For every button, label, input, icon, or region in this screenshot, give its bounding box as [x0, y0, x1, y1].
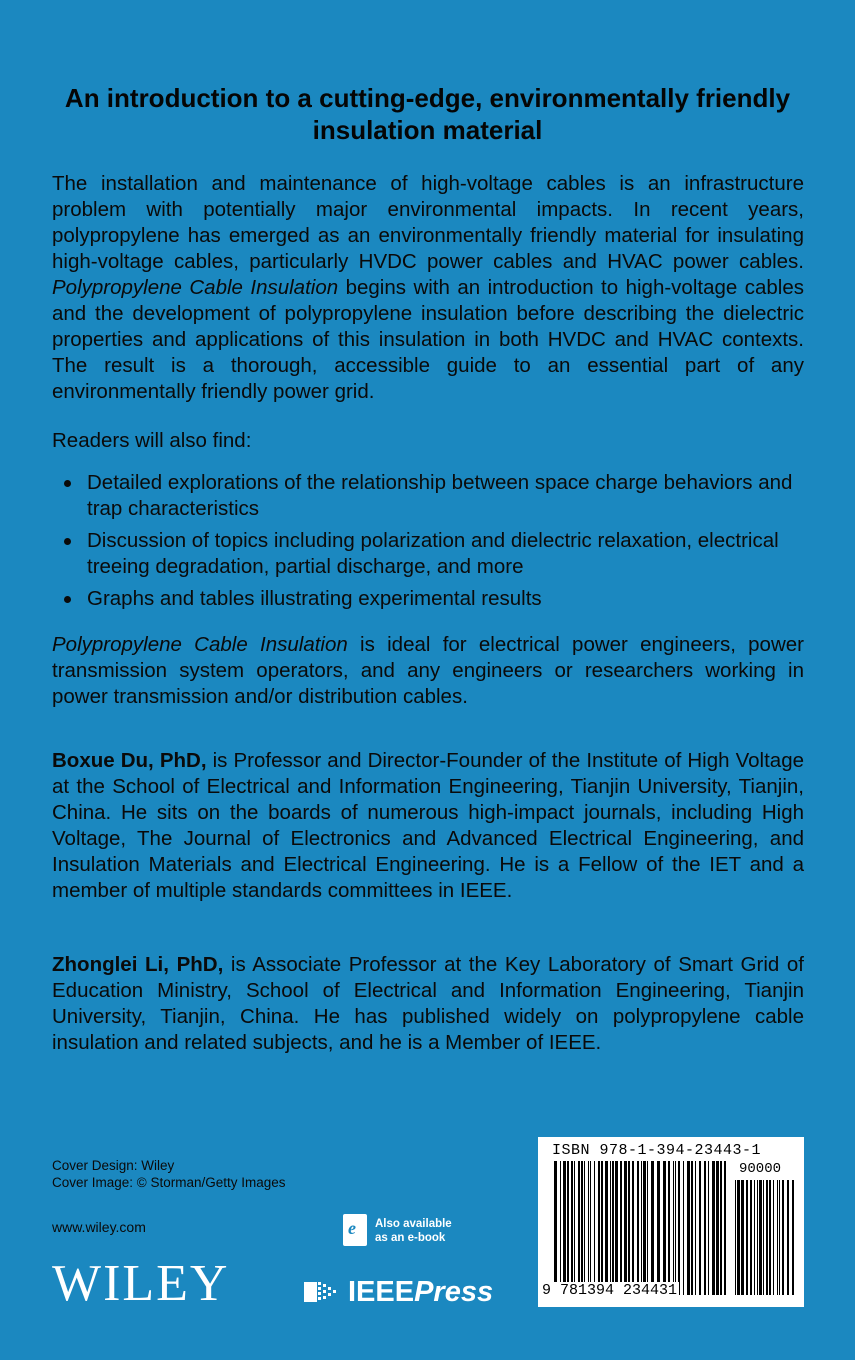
barcode-bar — [657, 1161, 660, 1295]
list-item — [52, 528, 804, 580]
author-bio-1 — [52, 748, 804, 904]
intro-text-part1: The installation and maintenance of high-voltage cables is an infrastructure problem with potentially major environmental impacts. In recent years, polypropylene has emerged as an environmentally friendly material for insulating high-voltage cables, particularly HVDC power cables and HVAC power cables. — [52, 172, 804, 273]
ebook-line-2: as an e-book — [375, 1232, 446, 1244]
readers-lead: Readers will also find: — [52, 429, 252, 452]
barcode-bar — [750, 1180, 752, 1295]
barcode-bar — [769, 1180, 771, 1295]
barcode-bar — [581, 1161, 583, 1295]
barcode-bar — [712, 1161, 715, 1295]
barcode-bar — [720, 1161, 722, 1295]
barcode-bar — [578, 1161, 580, 1295]
barcode-bar — [757, 1180, 758, 1295]
barcode-bar — [759, 1180, 762, 1295]
author-bio-text-1: is Professor and Director-Founder of the Institute of High Voltage at the School of Electrical and Information Engineering, Tianjin University, Tianjin, China. He sits on the boards of numerous high-impact journals, including High Voltage, The Journal of Electronics and Advanced Electrical Engineering, and Insulation Materials and Electrical Engineering. He is a Fellow of the IET and a member of multiple standards committees in IEEE. — [52, 749, 805, 902]
intro-text-part2: begins with an introduction to high-voltage cables and the development of polypropylene insulation before describing the dielectric properties and applications of this insulation in both HVDC and HVAC contexts. The result is a thorough, accessible guide to an essential part of any environmentally friendly power grid. — [52, 276, 804, 403]
ieee-press-wordmark — [348, 1275, 493, 1309]
ieee-book-icon — [304, 1279, 344, 1305]
headline: An introduction to a cutting-edge, environmentally friendly insulation material — [64, 83, 791, 145]
author-bio-text-2: is Associate Professor at the Key Laboratory of Smart Grid of Education Ministry, School of Electrical and Information Engineering, Tianjin University, Tianjin, China. He has published widely on polypropylene cable insulation and related subjects, and he is a Member of IEEE. — [52, 953, 804, 1054]
cover-credits — [52, 1157, 286, 1191]
barcode-bar — [792, 1180, 794, 1295]
barcode-bar — [754, 1180, 755, 1295]
barcode-bar — [787, 1180, 789, 1295]
price-code: 90000 — [739, 1161, 782, 1177]
feature-list — [52, 470, 804, 618]
barcode-bar — [691, 1161, 693, 1295]
bullet-icon — [64, 480, 71, 487]
barcode-bar — [683, 1161, 684, 1295]
website-link[interactable]: www.wiley.com — [52, 1219, 146, 1235]
list-item — [52, 586, 804, 612]
list-item — [52, 470, 804, 522]
barcode-bar — [777, 1180, 778, 1295]
ebook-text — [375, 1217, 495, 1245]
barcode-bar — [735, 1180, 736, 1295]
barcode-bar — [704, 1161, 706, 1295]
barcode-bar — [641, 1161, 642, 1295]
barcode-bar — [588, 1161, 589, 1295]
cover-image-credit: Cover Image: © Storman/Getty Images — [52, 1175, 286, 1190]
addon-barcode — [735, 1180, 795, 1295]
barcode-bar — [567, 1161, 569, 1295]
barcode-bar — [615, 1161, 618, 1295]
barcode-bar — [620, 1161, 622, 1295]
press-wordmark: Press — [414, 1276, 494, 1308]
barcode-bar — [668, 1161, 670, 1295]
ean-digits: 9 781394 234431 — [542, 1282, 678, 1299]
wiley-logo: WILEY — [52, 1255, 230, 1312]
barcode-bar — [574, 1161, 575, 1295]
audience-paragraph — [52, 632, 804, 710]
barcode-bar — [571, 1161, 573, 1295]
barcode-bar — [663, 1161, 666, 1295]
barcode-bar — [746, 1180, 748, 1295]
barcode-bar — [763, 1180, 764, 1295]
cover-design-credit: Cover Design: Wiley — [52, 1158, 175, 1173]
ean-barcode — [554, 1161, 730, 1295]
barcode-panel — [538, 1137, 804, 1307]
barcode-bar — [590, 1161, 591, 1295]
barcode-bar — [584, 1161, 585, 1295]
barcode-bar — [628, 1161, 630, 1295]
intro-paragraph — [52, 171, 804, 405]
list-item-text: Graphs and tables illustrating experimental results — [87, 587, 542, 610]
barcode-bar — [673, 1161, 674, 1295]
barcode-bar — [632, 1161, 634, 1295]
barcode-bar — [708, 1161, 709, 1295]
audience-text: is ideal for electrical power engineers, power transmission system operators, and any engineers or researchers working in power transmission and/or distribution cables. — [52, 633, 804, 708]
barcode-bar — [637, 1161, 639, 1295]
barcode-bar — [598, 1161, 600, 1295]
barcode-bar — [601, 1161, 603, 1295]
barcode-bar — [643, 1161, 646, 1295]
barcode-bar — [737, 1180, 740, 1295]
barcode-bar — [782, 1180, 784, 1295]
barcode-bar — [773, 1180, 774, 1295]
barcode-bar — [766, 1180, 768, 1295]
barcode-bar — [675, 1161, 676, 1295]
list-item-text: Detailed explorations of the relationship between space charge behaviors and trap characteristics — [87, 471, 793, 520]
barcode-bar — [554, 1161, 557, 1295]
audience-book-title: Polypropylene Cable Insulation — [52, 633, 348, 656]
barcode-bar — [678, 1161, 680, 1295]
barcode-bar — [741, 1180, 744, 1295]
barcode-bar — [610, 1161, 611, 1295]
isbn-number: ISBN 978-1-394-23443-1 — [552, 1142, 762, 1159]
barcode-bar — [624, 1161, 627, 1295]
list-item-text: Discussion of topics including polarization and dielectric relaxation, electrical treeing degradation, partial discharge, and more — [87, 529, 779, 578]
ebook-icon — [343, 1214, 367, 1246]
bullet-icon — [64, 538, 71, 545]
author-bio-2 — [52, 952, 804, 1056]
author-name-1: Boxue Du, PhD, — [52, 749, 207, 772]
barcode-bar — [651, 1161, 654, 1295]
barcode-bar — [563, 1161, 566, 1295]
bullet-icon — [64, 596, 71, 603]
barcode-bar — [594, 1161, 595, 1295]
barcode-bar — [695, 1161, 696, 1295]
barcode-bar — [699, 1161, 701, 1295]
barcode-bar — [779, 1180, 780, 1295]
barcode-bar — [724, 1161, 726, 1295]
ebook-icon-letter: e — [348, 1218, 356, 1238]
ebook-line-1: Also available — [375, 1218, 452, 1230]
intro-book-title: Polypropylene Cable Insulation — [52, 276, 339, 299]
author-name-2: Zhonglei Li, PhD, — [52, 953, 224, 976]
ieee-wordmark: IEEE — [348, 1276, 415, 1308]
barcode-bar — [647, 1161, 648, 1295]
barcode-bar — [687, 1161, 690, 1295]
barcode-bar — [560, 1161, 561, 1295]
barcode-bar — [612, 1161, 614, 1295]
barcode-bar — [716, 1161, 719, 1295]
barcode-bar — [605, 1161, 608, 1295]
